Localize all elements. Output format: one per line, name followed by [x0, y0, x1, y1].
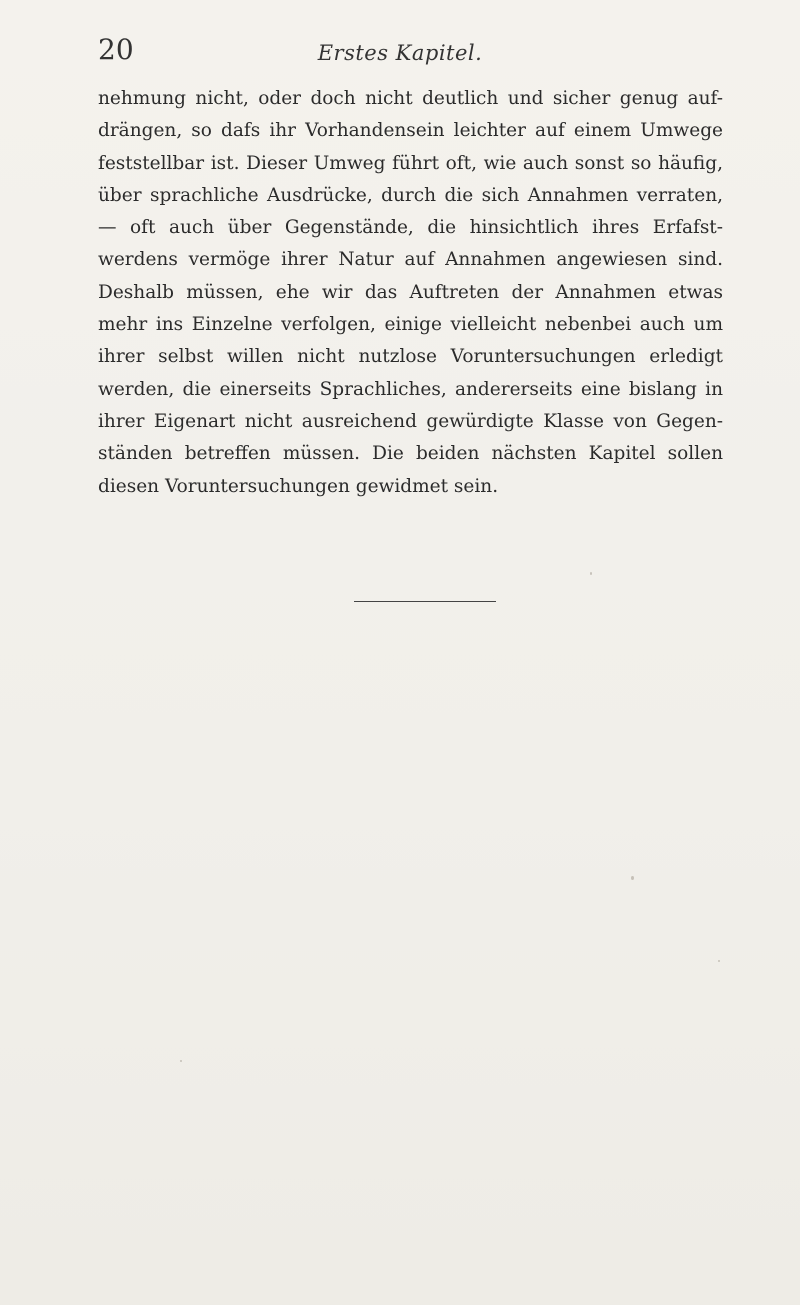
text-line: über sprachliche Ausdrücke, durch die sich Annahmen verraten, [98, 184, 723, 206]
text-line: werden, die einerseits Sprachliches, andererseits eine bislang in [98, 378, 723, 400]
running-head: Erstes Kapitel. [317, 41, 483, 65]
text-line: ständen betreffen müssen. Die beiden nächsten Kapitel sollen [98, 443, 723, 465]
text-line: Deshalb müssen, ehe wir das Auftreten der Annahmen etwas [98, 281, 723, 303]
text-line: feststellbar ist. Dieser Umweg führt oft, wie auch sonst so häufig, [98, 152, 723, 174]
paper-speck [631, 876, 634, 880]
text-line: ihrer Eigenart nicht ausreichend gewürdigte Klasse von Gegen- [98, 410, 723, 432]
text-line: ihrer selbst willen nicht nutzlose Voruntersuchungen erledigt [98, 346, 723, 368]
paper-speck [718, 960, 720, 962]
text-line: werdens vermöge ihrer Natur auf Annahmen angewiesen sind. [98, 249, 723, 271]
paper-speck [180, 1060, 182, 1062]
page-number: 20 [98, 33, 134, 66]
text-line: — oft auch über Gegenstände, die hinsichtlich ihres Erfafst- [98, 217, 723, 239]
body-paragraph [98, 83, 723, 503]
text-line: nehmung nicht, oder doch nicht deutlich und sicher genug auf- [98, 88, 723, 109]
text-line: diesen Voruntersuchungen gewidmet sein. [98, 475, 499, 497]
text-line: drängen, so dafs ihr Vorhandensein leichter auf einem Umwege [98, 120, 723, 142]
text-line: mehr ins Einzelne verfolgen, einige vielleicht nebenbei auch um [98, 314, 723, 336]
paper-speck [590, 572, 592, 575]
section-end-rule [354, 601, 496, 602]
